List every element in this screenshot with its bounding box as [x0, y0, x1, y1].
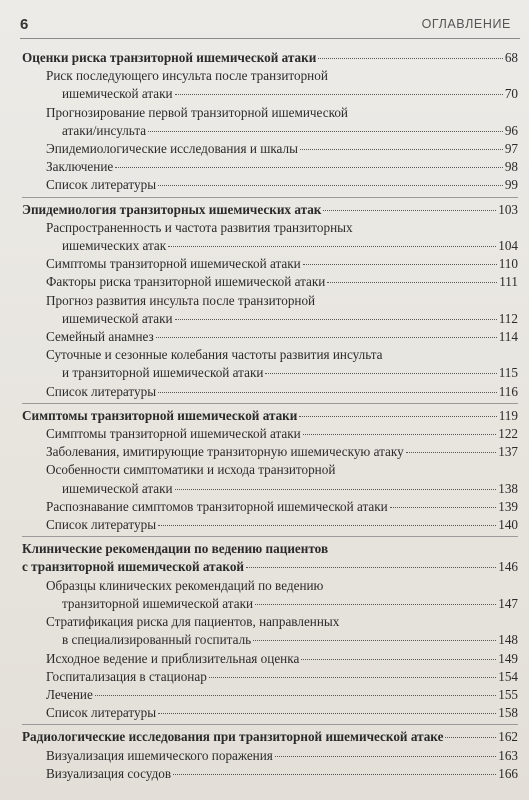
toc-subsection-title: Визуализация сосудов: [46, 765, 172, 781]
toc-subsection-title: Заболевания, имитирующие транзиторную ишемическую атаку: [46, 444, 404, 460]
toc-subsection-title: Симптомы транзиторной ишемической атаки: [46, 426, 301, 442]
dot-leader: [158, 392, 497, 393]
toc-subsection-entry[interactable]: [22, 443, 518, 461]
dot-leader: [318, 58, 502, 59]
dot-leader: [299, 416, 496, 417]
toc-subsection-entry[interactable]: [22, 328, 518, 346]
toc-subsection-title-line: Особенности симптоматики и исхода транзиторной: [46, 462, 336, 478]
toc-page-number: 154: [498, 668, 518, 684]
dot-leader: [327, 282, 497, 283]
toc-subsection-entry[interactable]: [22, 668, 518, 686]
toc-chapter-entry[interactable]: [22, 49, 518, 67]
toc-section: [22, 198, 518, 404]
toc-subsection-title: ишемической атаки: [62, 480, 173, 496]
toc-subsection-entry[interactable]: [22, 577, 518, 613]
dot-leader: [246, 567, 496, 568]
toc-subsection-entry[interactable]: [22, 516, 518, 534]
toc-subsection-entry[interactable]: [22, 219, 518, 255]
toc-page-number: 103: [498, 201, 518, 217]
toc-page-number: 99: [504, 177, 518, 193]
toc-page-number: 137: [498, 444, 518, 460]
dot-leader: [148, 131, 503, 132]
toc-page-number: 119: [498, 407, 518, 423]
dot-leader: [301, 659, 496, 660]
toc-page-number: 110: [498, 256, 518, 272]
toc-subsection-title-line: Риск последующего инсульта после транзиторной: [46, 68, 328, 84]
dot-leader: [253, 640, 496, 641]
dot-leader: [158, 525, 496, 526]
toc-page-number: 155: [498, 686, 518, 702]
toc-subsection-entry[interactable]: [22, 765, 518, 783]
toc-subsection-title: Визуализация ишемического поражения: [46, 747, 273, 763]
toc-subsection-entry[interactable]: [22, 383, 518, 401]
toc-page-number: 97: [504, 141, 518, 157]
toc-subsection-entry[interactable]: [22, 292, 518, 328]
toc-subsection-entry[interactable]: [22, 176, 518, 194]
toc-section: [22, 404, 518, 537]
toc-subsection-title: и транзиторной ишемической атаки: [62, 365, 264, 381]
toc-page-number: 138: [498, 480, 518, 496]
toc-section: [22, 537, 518, 725]
dot-leader: [406, 452, 497, 453]
toc-subsection-title: Список литературы: [46, 517, 157, 533]
toc-chapter-title: Симптомы транзиторной ишемической атаки: [22, 407, 298, 423]
dot-leader: [445, 737, 496, 738]
toc-page-number: 70: [504, 86, 518, 102]
toc-subsection-entry[interactable]: [22, 461, 518, 497]
toc-page-number: 146: [498, 559, 518, 575]
toc-subsection-title: Госпитализация в стационар: [46, 668, 207, 684]
toc-subsection-entry[interactable]: [22, 425, 518, 443]
dot-leader: [175, 94, 503, 95]
toc-page-number: 68: [504, 50, 518, 65]
table-of-contents: [22, 46, 518, 785]
toc-chapter-entry[interactable]: [22, 540, 518, 576]
toc-subsection-title: атаки/инсульта: [62, 122, 147, 138]
toc-subsection-entry[interactable]: [22, 67, 518, 103]
dot-leader: [175, 319, 497, 320]
dot-leader: [158, 713, 496, 714]
header-rule: [20, 38, 520, 39]
toc-subsection-title: Симптомы транзиторной ишемической атаки: [46, 256, 301, 272]
toc-subsection-entry[interactable]: [22, 140, 518, 158]
page-header: [0, 0, 529, 36]
toc-subsection-title: транзиторной ишемической атаки: [62, 595, 254, 611]
toc-subsection-title-line: Стратификация риска для пациентов, направленных: [46, 614, 340, 630]
toc-page-number: 122: [498, 426, 518, 442]
toc-page-number: 149: [498, 650, 518, 666]
dot-leader: [156, 337, 497, 338]
dot-leader: [209, 677, 496, 678]
toc-chapter-title: Эпидемиология транзиторных ишемических атак: [22, 201, 322, 217]
toc-subsection-title: Распознавание симптомов транзиторной ишемической атаки: [46, 498, 388, 514]
toc-page-number: 115: [498, 365, 518, 381]
toc-page-number: 111: [499, 274, 518, 290]
toc-subsection-entry[interactable]: [22, 158, 518, 176]
toc-chapter-title-line: Клинические рекомендации по ведению пациентов: [22, 541, 329, 557]
toc-subsection-title: в специализированный госпиталь: [62, 632, 252, 648]
dot-leader: [390, 507, 496, 508]
toc-chapter-entry[interactable]: [22, 728, 518, 746]
dot-leader: [303, 264, 497, 265]
dot-leader: [115, 167, 503, 168]
dot-leader: [300, 149, 503, 150]
toc-page-number: 112: [498, 310, 518, 326]
toc-subsection-title: ишемической атаки: [62, 86, 173, 102]
dot-leader: [265, 373, 496, 374]
toc-subsection-entry[interactable]: [22, 686, 518, 704]
toc-page-number: 116: [498, 383, 518, 399]
toc-page-number: 158: [498, 705, 518, 721]
toc-subsection-title-line: Прогноз развития инсульта после транзиторной: [46, 292, 316, 308]
dot-leader: [168, 246, 496, 247]
toc-subsection-entry[interactable]: [22, 704, 518, 722]
toc-section: [22, 725, 518, 785]
toc-page-number: 98: [504, 159, 518, 175]
dot-leader: [303, 434, 496, 435]
toc-chapter-title: с транзиторной ишемической атакой: [22, 559, 245, 575]
toc-subsection-entry[interactable]: [22, 104, 518, 140]
toc-subsection-entry[interactable]: [22, 346, 518, 382]
toc-subsection-title-line: Прогнозирование первой транзиторной ишемической: [46, 104, 348, 120]
toc-page-number: 166: [498, 765, 518, 781]
toc-subsection-title: Лечение: [46, 686, 93, 702]
toc-chapter-title: Радиологические исследования при транзиторной ишемической атаке: [22, 729, 444, 745]
toc-subsection-title: Заключение: [46, 159, 114, 175]
toc-page-number: 147: [498, 595, 518, 611]
toc-subsection-entry[interactable]: [22, 650, 518, 668]
dot-leader: [173, 774, 496, 775]
dot-leader: [158, 185, 503, 186]
toc-page-number: 162: [498, 729, 518, 745]
toc-subsection-title: Список литературы: [46, 705, 157, 721]
dot-leader: [275, 756, 496, 757]
toc-page-number: 139: [498, 498, 518, 514]
toc-subsection-title: Факторы риска транзиторной ишемической атаки: [46, 274, 326, 290]
toc-section: [22, 46, 518, 198]
toc-subsection-title: ишемических атак: [62, 238, 167, 254]
toc-subsection-title: Список литературы: [46, 177, 157, 193]
dot-leader: [95, 695, 496, 696]
toc-subsection-title-line: Распространенность и частота развития транзиторных: [46, 219, 353, 235]
dot-leader: [255, 604, 496, 605]
toc-page-number: 148: [498, 632, 518, 648]
page-number: 6: [20, 16, 29, 33]
toc-chapter-entry[interactable]: [22, 201, 518, 219]
toc-page-number: 96: [504, 122, 518, 138]
toc-subsection-title: Семейный анамнез: [46, 329, 154, 345]
toc-page-number: 163: [498, 747, 518, 763]
dot-leader: [323, 210, 496, 211]
toc-subsection-title-line: Суточные и сезонные колебания частоты развития инсульта: [46, 347, 383, 363]
toc-subsection-title: Эпидемиологические исследования и шкалы: [46, 141, 298, 157]
toc-chapter-entry[interactable]: [22, 407, 518, 425]
toc-subsection-title: ишемической атаки: [62, 310, 173, 326]
toc-subsection-title-line: Образцы клинических рекомендаций по ведению: [46, 577, 324, 593]
running-title: ОГЛАВЛЕНИЕ: [421, 17, 511, 31]
toc-page-number: 104: [498, 238, 518, 254]
toc-page-number: 140: [498, 517, 518, 533]
toc-subsection-entry[interactable]: [22, 255, 518, 273]
toc-subsection-entry[interactable]: [22, 613, 518, 649]
toc-chapter-title: Оценки риска транзиторной ишемической атаки: [22, 50, 317, 65]
toc-subsection-title: Список литературы: [46, 383, 157, 399]
toc-subsection-entry[interactable]: [22, 747, 518, 765]
toc-subsection-entry[interactable]: [22, 498, 518, 516]
toc-subsection-entry[interactable]: [22, 273, 518, 291]
toc-subsection-title: Исходное ведение и приблизительная оценка: [46, 650, 300, 666]
dot-leader: [175, 489, 497, 490]
toc-page-number: 114: [498, 329, 518, 345]
